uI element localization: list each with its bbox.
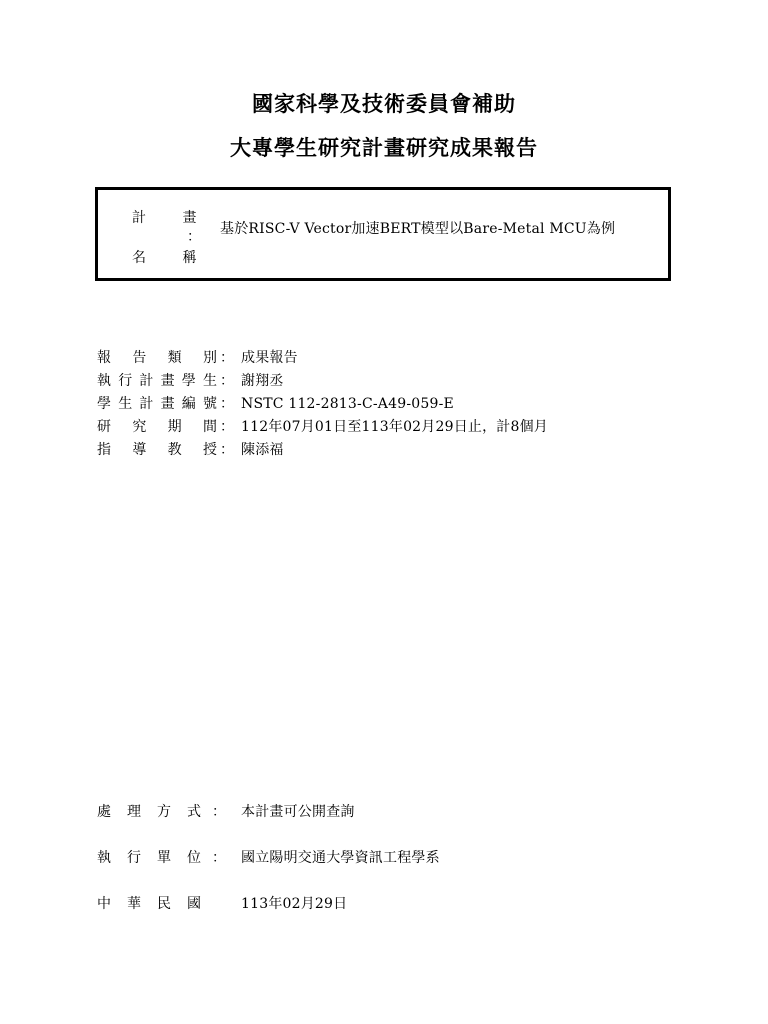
info-label-project-number: 學 生 計 畫 編 號 (97, 396, 217, 412)
info-row-advisor: 指 導 教 授 ： 陳添福 (97, 439, 548, 462)
info-label-report-type: 報 告 類 別 (97, 350, 217, 366)
footer-row-unit: 執 行 單 位 ： 國立陽明交通大學資訊工程學系 (97, 847, 440, 893)
footer-value-handling: 本計畫可公開查詢 (241, 804, 355, 820)
project-info-list (97, 347, 548, 462)
info-value-report-type: 成果報告 (241, 350, 298, 366)
project-name-colon: ： (187, 229, 201, 245)
project-name-box (95, 187, 671, 281)
footer-row-date (97, 893, 440, 915)
report-title-line1: 國家科學及技術委員會補助 (252, 91, 516, 116)
project-name-label-line1: 計 畫 (132, 210, 213, 226)
footer-label-handling: 處 理 方 式 (97, 804, 201, 820)
footer-row-handling: 處 理 方 式 ： 本計畫可公開查詢 (97, 801, 440, 847)
info-row-report-type: 報 告 類 別 ： 成果報告 (97, 347, 548, 370)
info-value-advisor: 陳添福 (241, 442, 284, 458)
project-name-value: 基於RISC-V Vector加速BERT模型以Bare-Metal MCU為例 (220, 221, 616, 237)
footer-label-date: 中 華 民 國 (97, 896, 201, 912)
info-label-advisor: 指 導 教 授 (97, 442, 217, 458)
footer-label-unit: 執 行 單 位 (97, 850, 201, 866)
info-row-period: 研 究 期 間 ： 112年07月01日至113年02月29日止，計8個月 (97, 416, 548, 439)
footer-value-unit: 國立陽明交通大學資訊工程學系 (241, 850, 440, 866)
report-footer (97, 801, 440, 915)
info-label-period: 研 究 期 間 (97, 419, 217, 435)
report-title-line2: 大專學生研究計畫研究成果報告 (230, 135, 538, 160)
info-value-period: 112年07月01日至113年02月29日止，計8個月 (241, 419, 549, 435)
footer-value-date: 113年02月29日 (241, 896, 348, 912)
project-name-label-line2: 名 稱 (132, 250, 213, 266)
info-value-project-number: NSTC 112-2813-C-A49-059-E (241, 396, 454, 412)
info-row-project-number: 學 生 計 畫 編 號 ： NSTC 112-2813-C-A49-059-E (97, 393, 548, 416)
info-value-student: 謝翔丞 (241, 373, 284, 389)
info-label-student: 執 行 計 畫 學 生 (97, 373, 217, 389)
info-row-student: 執 行 計 畫 學 生 ： 謝翔丞 (97, 370, 548, 393)
